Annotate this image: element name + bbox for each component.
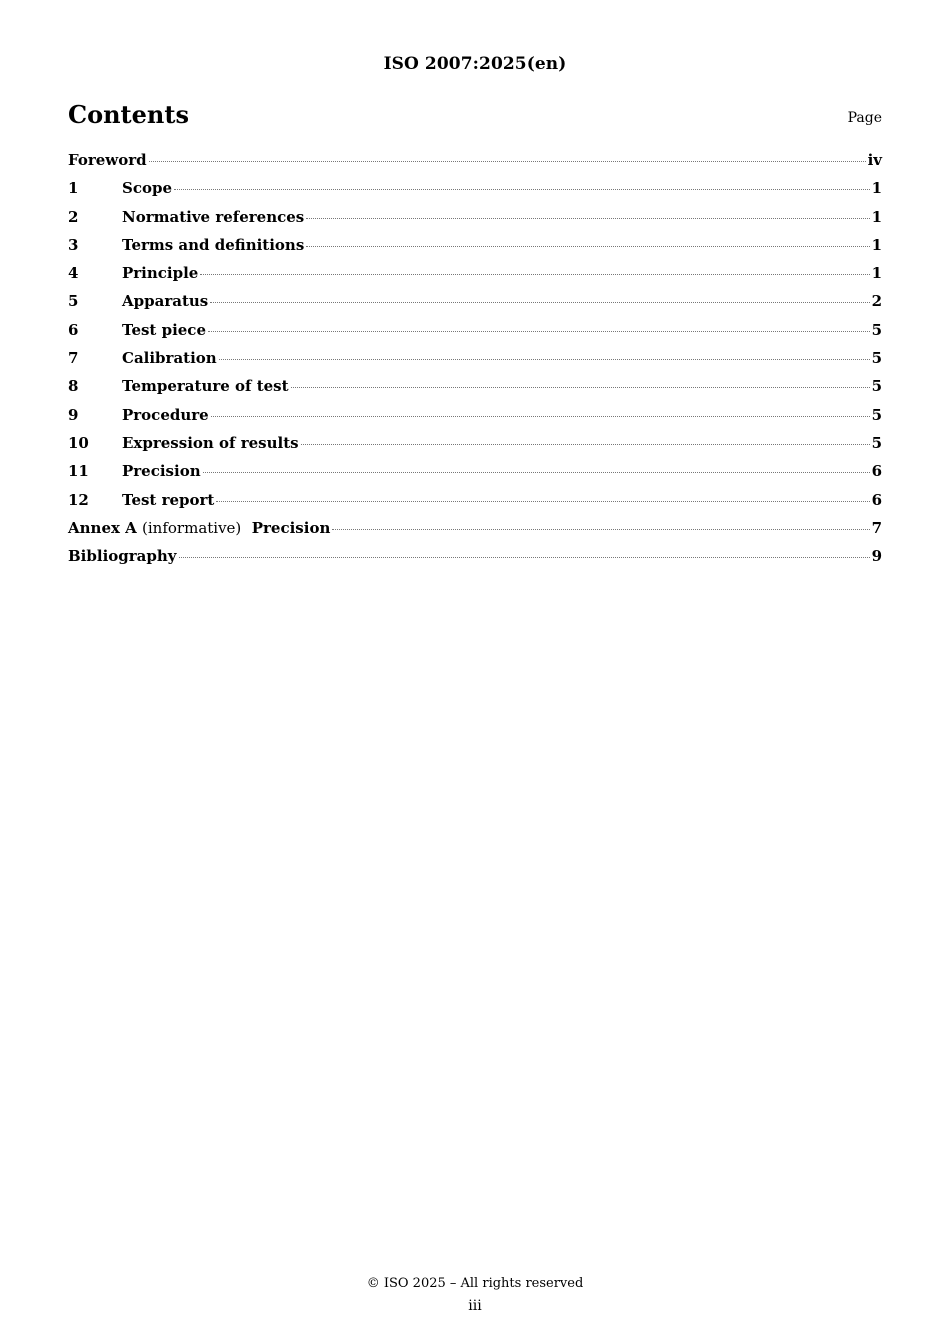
- page-column-label: Page: [847, 110, 882, 126]
- annex-qualifier: (informative): [142, 518, 242, 537]
- toc-entry-title: [68, 519, 330, 537]
- dot-leader: [179, 556, 870, 558]
- dot-leader: [210, 301, 869, 303]
- toc-entry-number: 1: [68, 179, 79, 198]
- toc-entry-title: Terms and definitions: [122, 235, 305, 254]
- toc-entry-procedure[interactable]: [68, 406, 882, 434]
- toc-entry-number: 5: [68, 292, 79, 311]
- copyright-notice: © ISO 2025 – All rights reserved: [366, 1276, 584, 1291]
- toc-entry-title: Normative references: [122, 207, 305, 226]
- toc-entry-page: 5: [871, 320, 882, 339]
- dot-leader: [216, 500, 869, 502]
- toc-entry-title: Test report: [122, 490, 215, 509]
- table-of-contents: [68, 151, 882, 575]
- toc-entry-page: 2: [871, 292, 882, 311]
- toc-entry-title: Temperature of test: [122, 377, 289, 396]
- toc-entry-number: 12: [68, 490, 89, 509]
- toc-entry-title: Procedure: [122, 405, 209, 424]
- toc-entry-number: 2: [68, 207, 79, 226]
- toc-entry-title: Scope: [122, 179, 173, 198]
- dot-leader: [208, 330, 870, 332]
- toc-entry-number: 9: [68, 405, 79, 424]
- dot-leader: [211, 415, 870, 417]
- toc-entry-title: Test piece: [122, 320, 206, 339]
- dot-leader: [174, 188, 870, 190]
- toc-entry-page: 5: [871, 433, 882, 452]
- toc-entry-expression-of-results[interactable]: [68, 434, 882, 462]
- toc-entry-title: Bibliography: [68, 547, 177, 566]
- contents-heading: Contents: [68, 100, 189, 129]
- toc-entry-page: 5: [871, 349, 882, 368]
- toc-entry-page: 1: [871, 179, 882, 198]
- toc-entry-principle[interactable]: [68, 264, 882, 292]
- toc-entry-test-piece[interactable]: [68, 321, 882, 349]
- toc-entry-page: 9: [871, 547, 882, 566]
- toc-entry-page: iv: [867, 151, 882, 169]
- toc-entry-number: 4: [68, 264, 79, 283]
- annex-label: Annex A: [68, 518, 137, 537]
- annex-title: Precision: [251, 518, 331, 537]
- toc-entry-number: 7: [68, 349, 79, 368]
- toc-entry-title: Apparatus: [122, 292, 209, 311]
- toc-entry-title: Principle: [122, 264, 199, 283]
- toc-entry-temperature-of-test[interactable]: [68, 377, 882, 405]
- toc-entry-page: 7: [871, 518, 882, 537]
- toc-entry-scope[interactable]: [68, 179, 882, 207]
- toc-entry-title: Precision: [122, 462, 201, 481]
- toc-entry-test-report[interactable]: [68, 491, 882, 519]
- toc-entry-terms-and-definitions[interactable]: [68, 236, 882, 264]
- toc-entry-apparatus[interactable]: [68, 292, 882, 320]
- dot-leader: [306, 245, 869, 247]
- toc-entry-page: 1: [871, 264, 882, 283]
- dot-leader: [306, 217, 869, 219]
- dot-leader: [219, 358, 870, 360]
- toc-entry-page: 6: [871, 462, 882, 481]
- toc-entry-number: 3: [68, 235, 79, 254]
- toc-entry-annex-a[interactable]: [68, 519, 882, 547]
- dot-leader: [301, 443, 870, 445]
- dot-leader: [291, 386, 870, 388]
- toc-entry-title: Expression of results: [122, 433, 299, 452]
- toc-entry-number: 10: [68, 433, 89, 452]
- dot-leader: [332, 528, 869, 530]
- toc-entry-title: Foreword: [68, 151, 147, 169]
- toc-entry-number: 8: [68, 377, 79, 396]
- toc-entry-page: 5: [871, 405, 882, 424]
- toc-entry-title: Calibration: [122, 349, 217, 368]
- page-number: iii: [468, 1298, 482, 1314]
- toc-entry-page: 1: [871, 235, 882, 254]
- toc-entry-page: 1: [871, 207, 882, 226]
- document-id-header: ISO 2007:2025(en): [383, 54, 567, 74]
- dot-leader: [149, 160, 866, 162]
- toc-entry-normative-references[interactable]: [68, 208, 882, 236]
- toc-entry-page: 5: [871, 377, 882, 396]
- dot-leader: [203, 471, 870, 473]
- toc-entry-foreword[interactable]: [68, 151, 882, 179]
- toc-entry-number: 11: [68, 462, 89, 481]
- dot-leader: [200, 273, 869, 275]
- toc-entry-number: 6: [68, 320, 79, 339]
- toc-entry-calibration[interactable]: [68, 349, 882, 377]
- toc-entry-precision[interactable]: [68, 462, 882, 490]
- toc-entry-bibliography[interactable]: [68, 547, 882, 575]
- toc-entry-page: 6: [871, 490, 882, 509]
